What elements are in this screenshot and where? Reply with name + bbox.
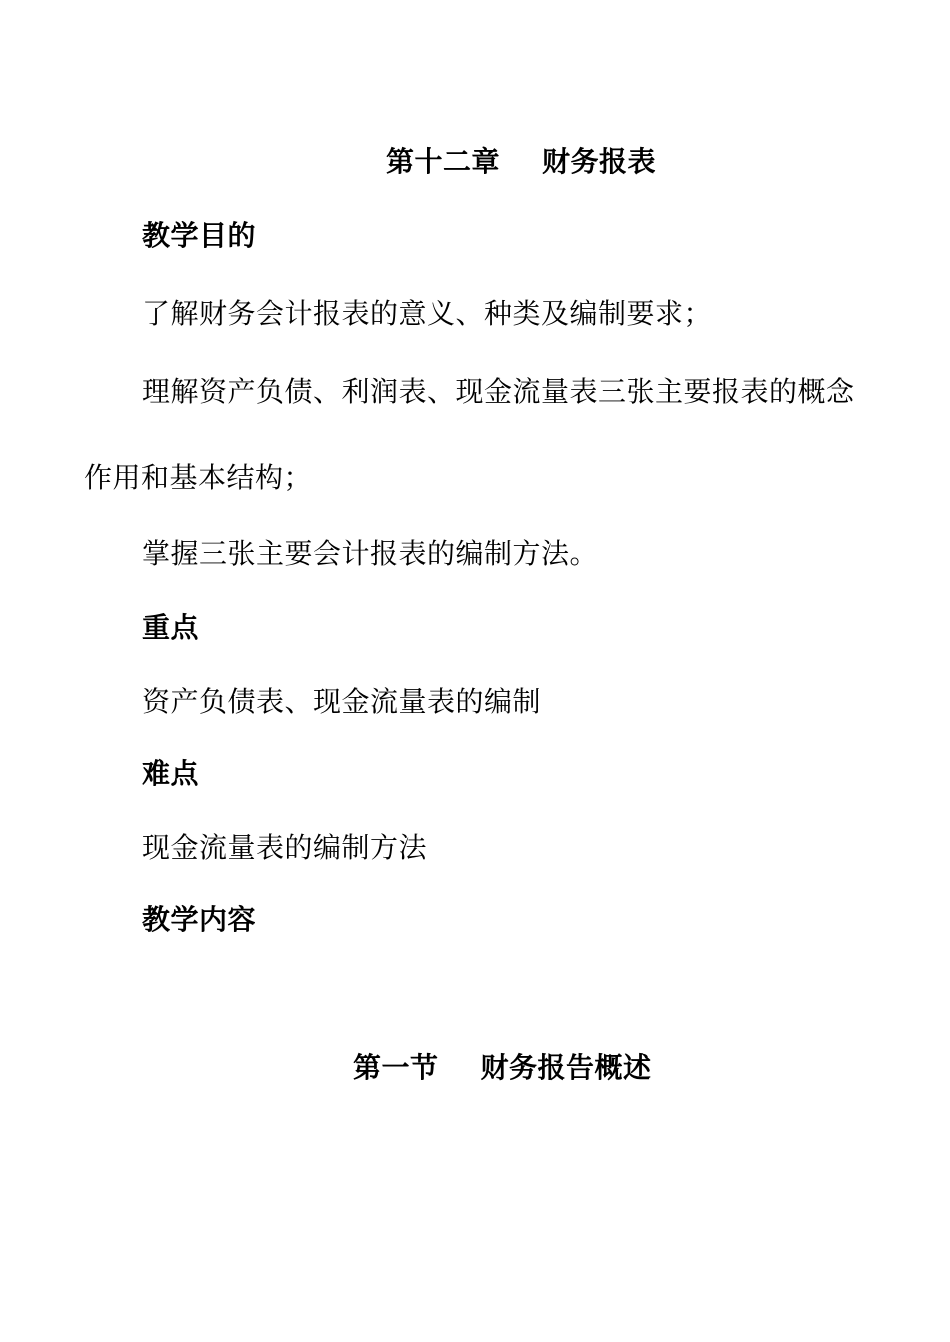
key-points-heading: 重点 bbox=[142, 611, 200, 644]
content-heading: 教学内容 bbox=[142, 903, 257, 936]
section-title: 财务报告概述 bbox=[480, 1051, 652, 1084]
section-number: 第一节 bbox=[353, 1051, 439, 1084]
objective-item-2-line-2: 作用和基本结构； bbox=[84, 461, 313, 494]
difficulties-heading: 难点 bbox=[142, 757, 200, 790]
objectives-heading: 教学目的 bbox=[142, 219, 257, 252]
objective-item-1: 了解财务会计报表的意义、种类及编制要求； bbox=[142, 297, 713, 330]
difficulties-text: 现金流量表的编制方法 bbox=[142, 831, 428, 864]
chapter-heading bbox=[386, 144, 656, 180]
key-points-text: 资产负债表、现金流量表的编制 bbox=[142, 685, 542, 718]
chapter-number: 第十二章 bbox=[386, 145, 501, 178]
objective-item-2-line-1: 理解资产负债、利润表、现金流量表三张主要报表的概念 bbox=[142, 375, 855, 408]
chapter-title: 财务报表 bbox=[542, 145, 657, 178]
section-heading bbox=[353, 1050, 652, 1086]
objective-item-3: 掌握三张主要会计报表的编制方法。 bbox=[142, 537, 599, 570]
